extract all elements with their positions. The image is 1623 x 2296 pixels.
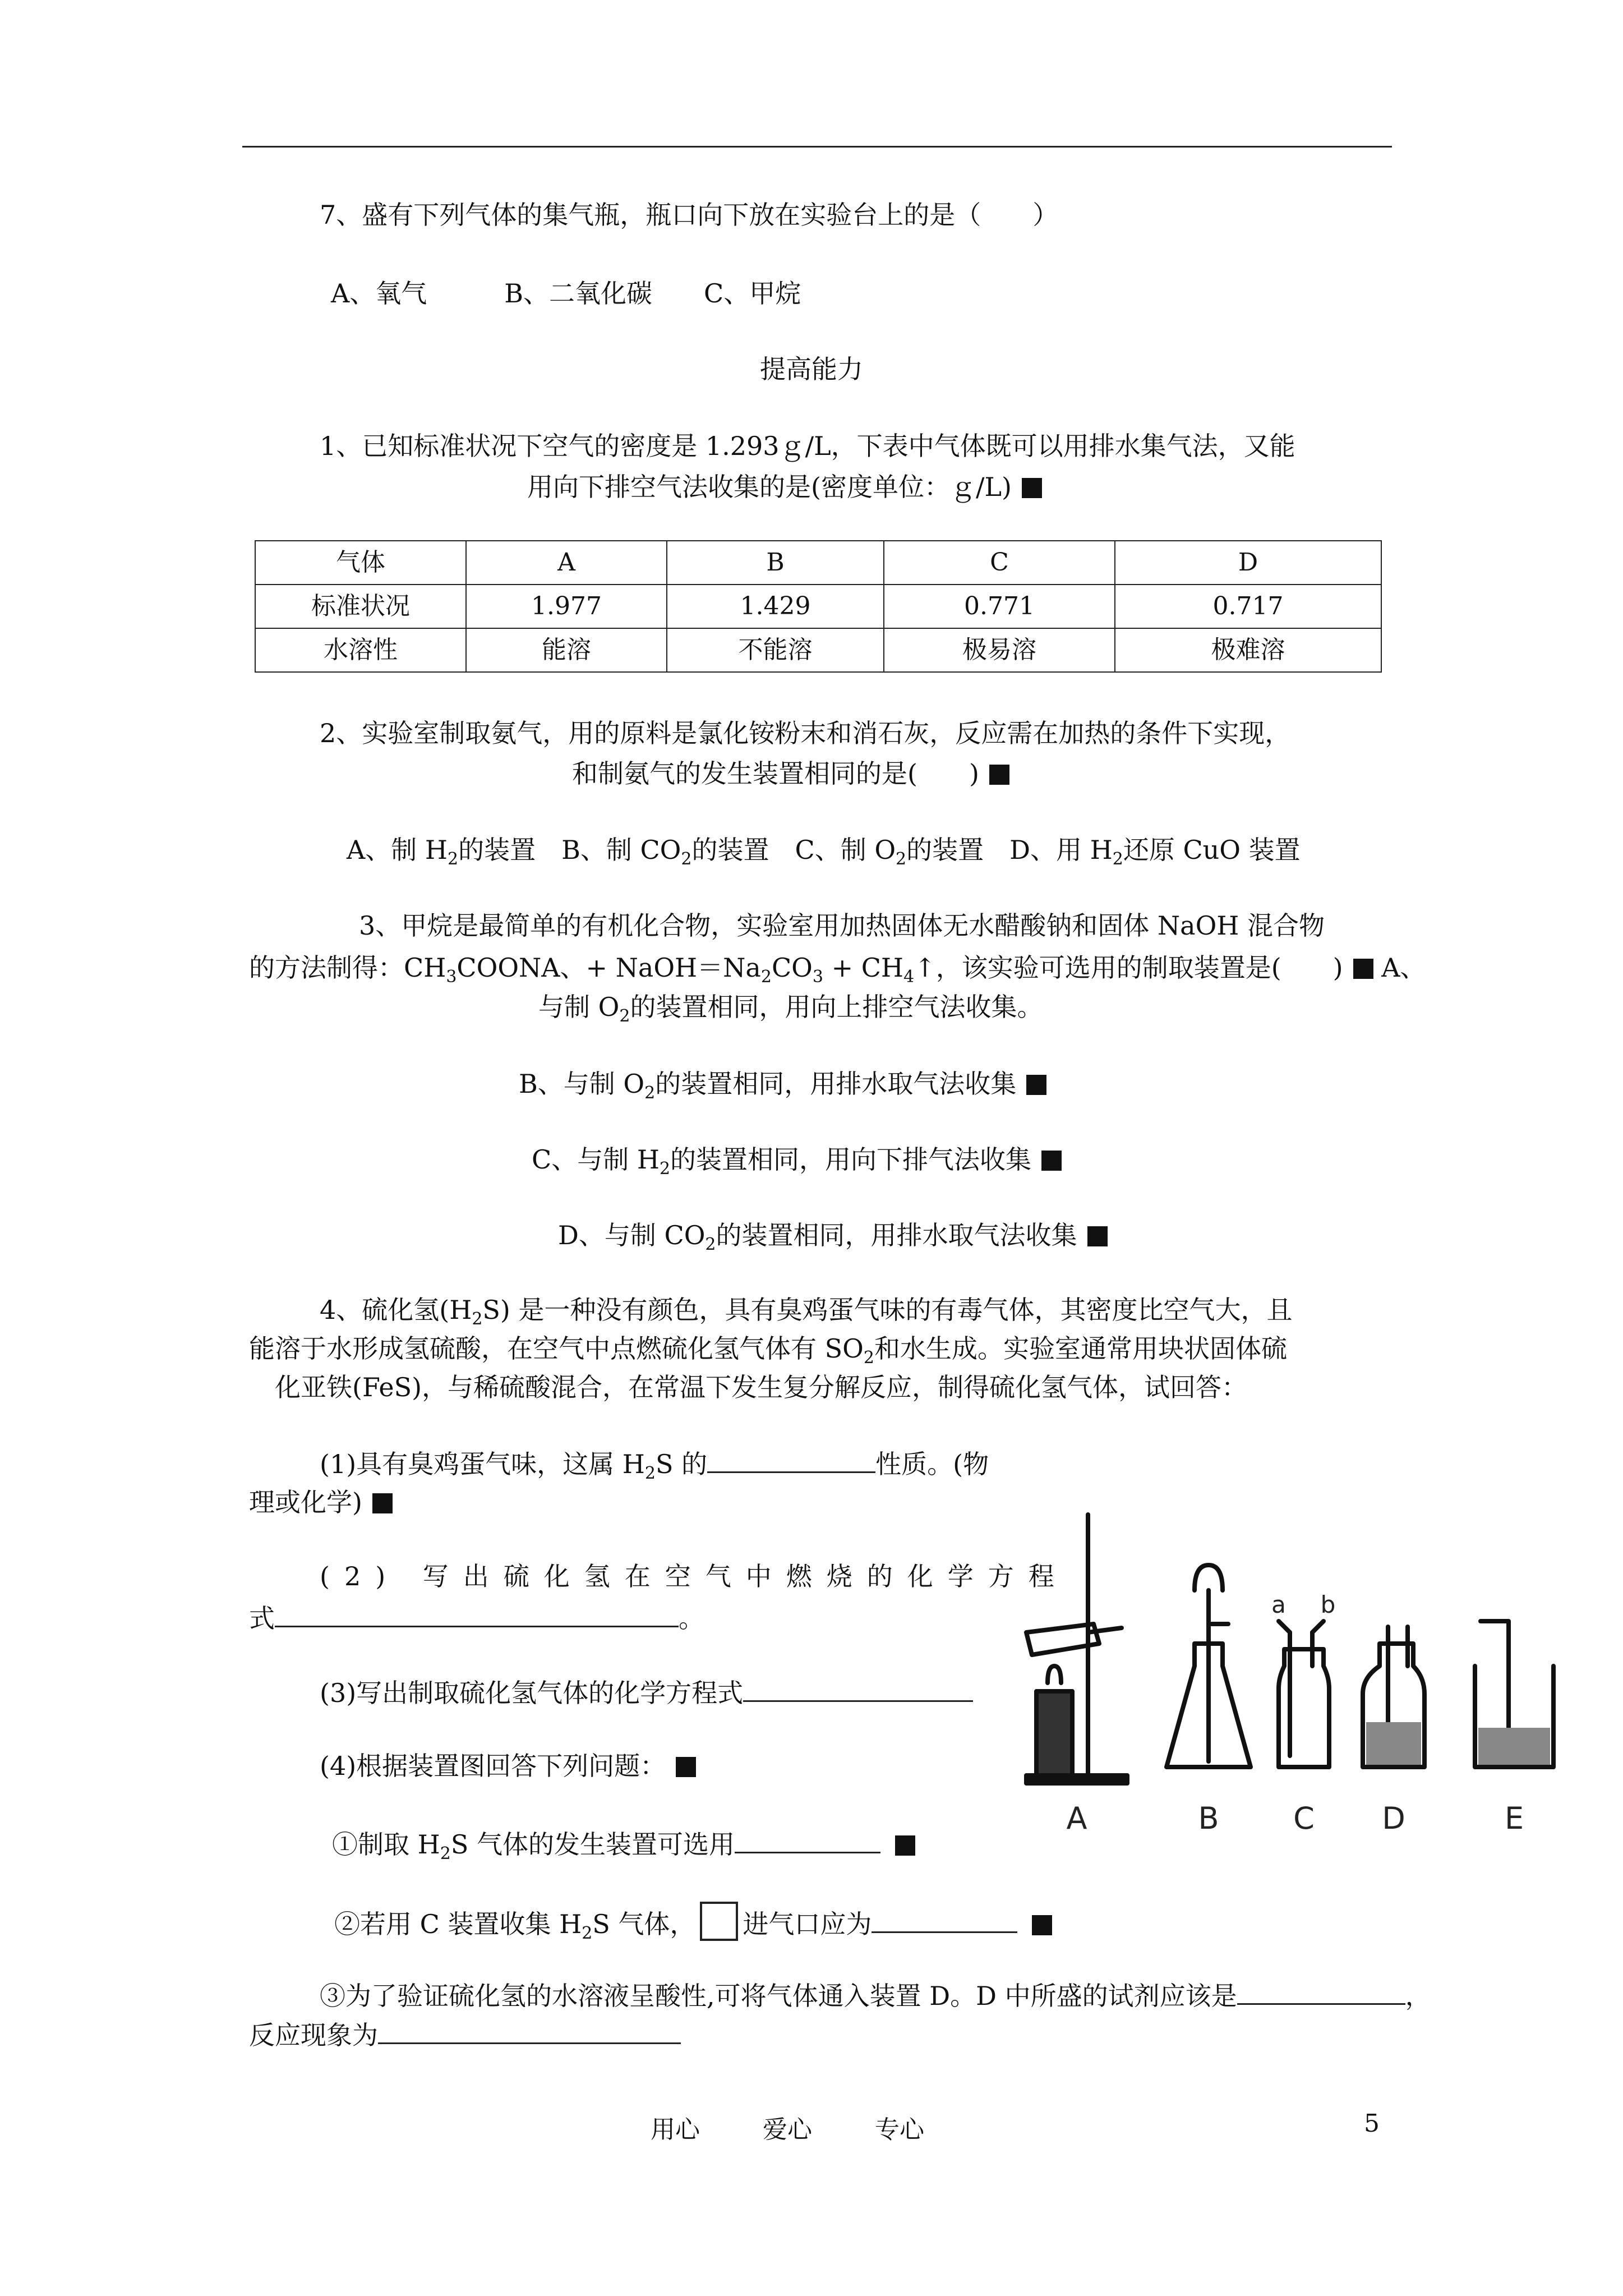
- p4-q1: [320, 1446, 989, 1490]
- apparatus-a: [1026, 1515, 1127, 1783]
- p4-text: (4)根据装置图回答下列问题：: [320, 1751, 666, 1781]
- answer-blank: [1237, 1977, 1405, 2005]
- table-cell: 极易溶: [884, 628, 1115, 672]
- table-row: [255, 585, 1381, 628]
- subscript: 4: [903, 967, 915, 987]
- port-label-b: b: [1320, 1591, 1336, 1618]
- p4-text: 反应现象为: [249, 2020, 378, 2050]
- p3-text: 的装置相同，用向上排空气法收集。: [630, 992, 1043, 1022]
- apparatus-b: [1166, 1565, 1251, 1767]
- p2-option-c: C、制 O: [795, 835, 896, 865]
- table-header-cell: D: [1115, 541, 1381, 585]
- apparatus-figure: [1015, 1498, 1581, 1846]
- footer-right: 专心: [875, 2115, 924, 2144]
- table-header-cell: A: [466, 541, 667, 585]
- subscript: 2: [659, 1159, 671, 1179]
- black-square-icon: [1022, 478, 1042, 498]
- p4-text: (1)具有臭鸡蛋气味，这属 H: [320, 1449, 645, 1479]
- table-cell: 极难溶: [1115, 628, 1381, 672]
- subscript: 2: [447, 849, 459, 869]
- page-number: 5: [1364, 2109, 1380, 2138]
- table-cell: 0.717: [1115, 585, 1381, 628]
- header-rule: [242, 146, 1392, 148]
- p4-line1: [320, 1293, 1293, 1336]
- black-square-icon: [372, 1493, 393, 1513]
- p4-text: ，: [1405, 1981, 1431, 2011]
- p4-text: 理或化学): [249, 1487, 362, 1517]
- subscript: 2: [681, 849, 692, 869]
- p3-text: 的装置相同，用排水取气法收集: [655, 1069, 1017, 1099]
- p2-line2: [572, 757, 1009, 790]
- q7-options: A、氧气 B、二氧化碳 C、甲烷: [331, 278, 801, 309]
- answer-blank: [275, 1600, 679, 1627]
- subscript: 2: [760, 967, 772, 987]
- black-square-icon: [1032, 1915, 1052, 1935]
- p4-text: 进气口应为: [743, 1909, 872, 1939]
- black-square-icon: [1026, 1075, 1046, 1095]
- p4-text: 和水生成。实验室通常用块状固体硫: [874, 1333, 1287, 1364]
- p2-line1: 2、实验室制取氨气，用的原料是氯化铵粉末和消石灰，反应需在加热的条件下实现，: [320, 718, 1291, 748]
- p4-text: S 的: [656, 1449, 708, 1479]
- p2-option-a: A、制 H: [347, 835, 448, 865]
- p3-text: D、与制 CO: [558, 1220, 706, 1250]
- p4-text: S 气体，: [592, 1909, 696, 1939]
- p2-option-d-rest: 还原 CuO 装置: [1123, 835, 1301, 865]
- subscript: 2: [619, 1006, 630, 1026]
- p4-text: ③为了验证硫化氢的水溶液呈酸性,可将气体通入装置 D。D 中所盛的试剂应该是: [320, 1981, 1237, 2011]
- box-mark: [700, 1902, 738, 1941]
- p4-sub3-cont: [249, 2017, 681, 2052]
- p2-option-d: D、用 H: [1009, 835, 1113, 865]
- p3-text: 的装置相同，用向下排气法收集: [670, 1144, 1032, 1175]
- p3-option-d: [558, 1218, 1108, 1262]
- gas-density-table: [255, 540, 1382, 673]
- black-square-icon: [1041, 1151, 1062, 1171]
- p4-q2: (2) 写出硫化氢在空气中燃烧的化学方程: [320, 1561, 1069, 1591]
- p3-option-b: [519, 1067, 1046, 1110]
- subscript: 2: [1112, 849, 1123, 869]
- p4-text: ①制取 H: [332, 1829, 440, 1860]
- q7-stem: 7、盛有下列气体的集气瓶，瓶口向下放在实验台上的是（ ）: [320, 200, 1059, 230]
- p4-sub3: [320, 1977, 1431, 2013]
- apparatus-e: [1475, 1621, 1553, 1767]
- table-cell: 1.977: [466, 585, 667, 628]
- subscript: 2: [644, 1464, 656, 1483]
- p1-line2-text: 用向下排空气法收集的是(密度单位：ｇ/L): [527, 472, 1012, 502]
- table-cell: 能溶: [466, 628, 667, 672]
- table-cell: 0.771: [884, 585, 1115, 628]
- subscript: 2: [644, 1083, 656, 1103]
- p3-text: + CH: [823, 953, 904, 983]
- figure-label-c: C: [1293, 1801, 1315, 1836]
- p4-sub2: [334, 1902, 1052, 1950]
- p2-line2-text: 和制氨气的发生装置相同的是( ): [572, 758, 979, 789]
- p4-q2-cont: [249, 1600, 704, 1635]
- p1-line1: 1、已知标准状况下空气的密度是 1.293ｇ/L，下表中气体既可以用排水集气法，又能: [320, 431, 1295, 461]
- subscript: 3: [812, 967, 823, 987]
- p4-line2: [249, 1332, 1287, 1375]
- answer-blank: [378, 2017, 681, 2044]
- subscript: 2: [705, 1235, 716, 1254]
- section-title: 提高能力: [760, 354, 863, 384]
- p4-text: S 气体的发生装置可选用: [450, 1829, 735, 1860]
- table-header-cell: C: [884, 541, 1115, 585]
- p3-option-a-label: A、: [1373, 953, 1426, 983]
- figure-label-e: E: [1504, 1801, 1524, 1836]
- black-square-icon: [1353, 959, 1373, 979]
- p4-text: ②若用 C 装置收集 H: [334, 1909, 582, 1939]
- p4-line3: 化亚铁(FeS)，与稀硫酸混合，在常温下发生复分解反应，制得硫化氢气体，试回答：: [275, 1372, 1248, 1402]
- p4-q4: [320, 1749, 696, 1783]
- p2-option-b: B、制 CO: [561, 835, 681, 865]
- p4-text: (3)写出制取硫化氢气体的化学方程式: [320, 1678, 744, 1708]
- table-cell: 标准状况: [255, 585, 466, 628]
- answer-blank: [743, 1674, 973, 1702]
- p4-q1-cont: [249, 1485, 393, 1519]
- p2-option-a-rest: 的装置: [458, 835, 536, 865]
- p3-text: C、与制 H: [532, 1144, 660, 1175]
- p3-text: 的装置相同，用排水取气法收集: [716, 1220, 1077, 1250]
- p4-text: 性质。(物: [875, 1449, 989, 1479]
- port-label-a: a: [1271, 1591, 1286, 1618]
- p3-text: 与制 O: [538, 992, 620, 1022]
- table-header-cell: B: [667, 541, 884, 585]
- subscript: 2: [440, 1844, 451, 1864]
- footer-left: 用心: [651, 2115, 700, 2144]
- p3-text: ↑，该实验可选用的制取装置是( ): [914, 953, 1343, 983]
- black-square-icon: [989, 765, 1009, 785]
- subscript: 2: [863, 1348, 874, 1368]
- p4-text: 4、硫化氢(H: [320, 1295, 472, 1325]
- table-cell: 1.429: [667, 585, 884, 628]
- table-cell: 水溶性: [255, 628, 466, 672]
- p4-sub1: [332, 1826, 915, 1871]
- figure-label-a: A: [1066, 1801, 1087, 1836]
- footer-middle: 爱心: [763, 2115, 812, 2144]
- figure-label-d: D: [1382, 1801, 1405, 1836]
- p4-text: 。: [679, 1603, 704, 1634]
- subscript: 3: [446, 967, 457, 987]
- black-square-icon: [676, 1757, 696, 1777]
- p2-option-b-rest: 的装置: [691, 835, 769, 865]
- p3-text: B、与制 O: [519, 1069, 645, 1099]
- p4-text: 式: [249, 1603, 275, 1634]
- p3-text: COONA、+ NaOH＝Na: [457, 953, 761, 983]
- table-cell: 不能溶: [667, 628, 884, 672]
- p1-line2: [527, 470, 1042, 504]
- table-header-cell: 气体: [255, 541, 466, 585]
- subscript: 2: [896, 849, 907, 869]
- black-square-icon: [895, 1835, 915, 1856]
- figure-label-b: B: [1198, 1801, 1219, 1836]
- p3-text: 的方法制得：CH: [249, 953, 446, 983]
- answer-blank: [707, 1446, 875, 1473]
- p3-line1: 3、甲烷是最简单的有机化合物，实验室用加热固体无水醋酸钠和固体 NaOH 混合物: [359, 910, 1325, 941]
- subscript: 2: [582, 1924, 593, 1943]
- p4-q3: [320, 1674, 973, 1710]
- p3-line2: [249, 951, 1426, 994]
- subscript: 2: [472, 1309, 483, 1329]
- answer-blank: [735, 1826, 880, 1853]
- p2-option-c-rest: 的装置: [906, 835, 984, 865]
- p4-text: S) 是一种没有颜色，具有臭鸡蛋气味的有毒气体，其密度比空气大，且: [482, 1295, 1293, 1325]
- table-header-row: [255, 541, 1381, 585]
- p2-options: [347, 833, 1301, 876]
- p3-option-c: [532, 1143, 1062, 1186]
- apparatus-d: [1363, 1627, 1424, 1767]
- table-row: [255, 628, 1381, 672]
- black-square-icon: [1087, 1226, 1108, 1246]
- p4-text: 能溶于水形成氢硫酸，在空气中点燃硫化氢气体有 SO: [249, 1333, 864, 1364]
- p3-line3: [538, 990, 1043, 1033]
- apparatus-c: [1279, 1621, 1329, 1767]
- p3-text: CO: [771, 953, 813, 983]
- answer-blank: [872, 1906, 1017, 1933]
